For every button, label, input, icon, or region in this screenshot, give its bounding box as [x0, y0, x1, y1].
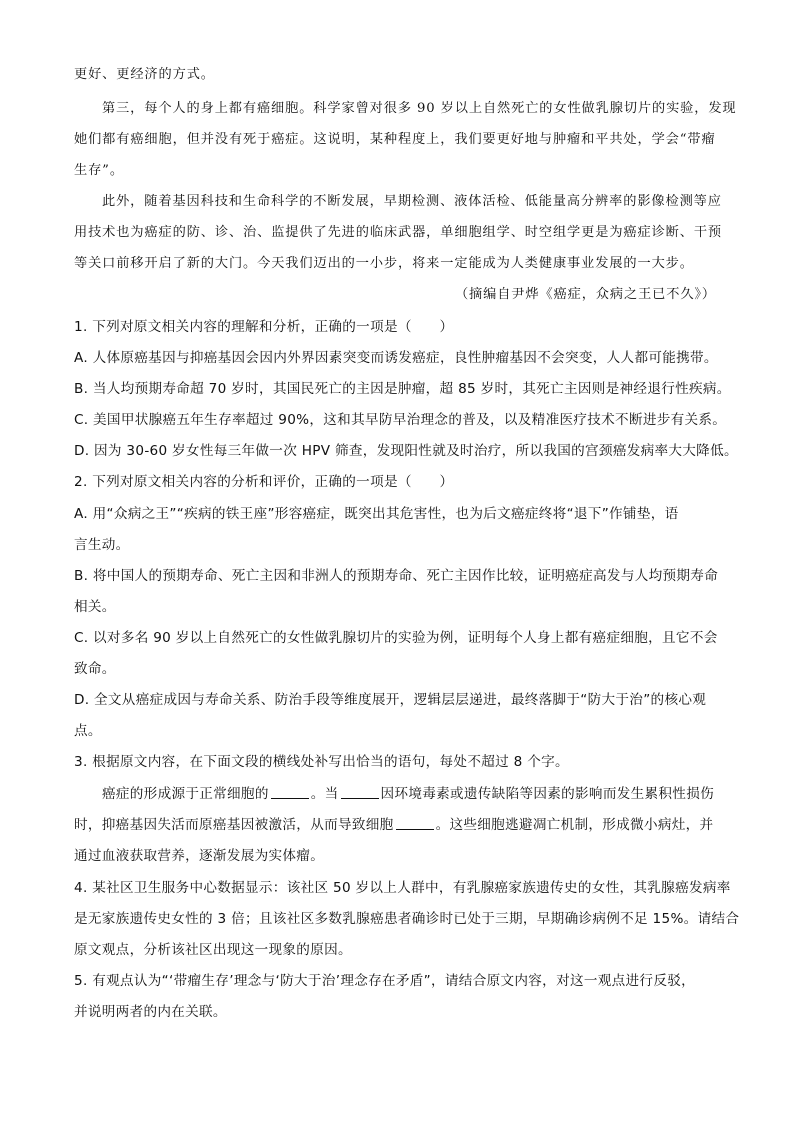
question-4-line: 4. 某社区卫生服务中心数据显示：该社区 50 岁以上人群中，有乳腺癌家族遗传史的女性，其乳腺癌发病率 [74, 880, 731, 896]
passage-line: 此外，随着基因科技和生命科学的不断发展，早期检测、液体活检、低能量高分辨率的影像检测等应 [102, 194, 722, 209]
question-4-line: 是无家族遗传史女性的 3 倍；且该社区多数乳腺癌患者确诊时已处于三期，早期确诊病例不足 15%。请结合 [74, 911, 740, 927]
passage-line: 等关口前移开启了新的大门。今天我们迈出的一小步，将来一定能成为人类健康事业发展的一大步。 [74, 256, 694, 271]
question-2-stem: 2. 下列对原文相关内容的分析和评价，正确的一项是（ ） [74, 474, 454, 490]
q3-text: 。这些细胞逃避凋亡机制，形成微小病灶，并 [435, 817, 714, 833]
passage-line: 生存”。 [74, 163, 124, 178]
fill-blank-1[interactable] [271, 786, 309, 799]
passage-line: 她们都有癌细胞，但并没有死于癌症。这说明，某种程度上，我们要更好地与肿瘤和平共处，学会“带瘤 [74, 132, 716, 147]
question-1-option-b: B. 当人均预期寿命超 70 岁时，其国民死亡的主因是肿瘤，超 85 岁时，其死亡主因则是神经退行性疾病。 [74, 381, 731, 397]
q3-text: 时，抑癌基因失活而原癌基因被激活，从而导致细胞 [74, 817, 394, 833]
question-2-option-b: B. 将中国人的预期寿命、死亡主因和非洲人的预期寿命、死亡主因作比较，证明癌症高发与人均预期寿命 [74, 568, 719, 584]
question-2-option-c: C. 以对多名 90 岁以上自然死亡的女性做乳腺切片的实验为例，证明每个人身上都有癌症细胞，且它不会 [74, 630, 718, 646]
question-1-stem: 1. 下列对原文相关内容的理解和分析，正确的一项是（ ） [74, 319, 454, 335]
question-4-line: 原文观点，分析该社区出现这一现象的原因。 [74, 942, 352, 958]
passage-line: 用技术也为癌症的防、诊、治、监提供了先进的临床武器，单细胞组学、时空组学更是为癌症诊断、干预 [74, 225, 723, 240]
question-3-passage-line [74, 816, 713, 834]
passage-line: 第三，每个人的身上都有癌细胞。科学家曾对很多 90 岁以上自然死亡的女性做乳腺切片的实验，发现 [102, 101, 737, 116]
q3-text: 癌症的形成源于正常细胞的 [102, 786, 269, 802]
question-2-option-c-cont: 致命。 [74, 661, 116, 677]
q3-text: 因环境毒素或遗传缺陷等因素的影响而发生累积性损伤 [380, 786, 714, 802]
fill-blank-3[interactable] [396, 817, 434, 830]
question-2-option-b-cont: 相关。 [74, 599, 116, 615]
question-3-passage-line [102, 785, 714, 803]
question-1-option-a: A. 人体原癌基因与抑癌基因会因内外界因素突变而诱发癌症，良性肿瘤基因不会突变，人人都可能携带。 [74, 350, 718, 366]
question-1-option-c: C. 美国甲状腺癌五年生存率超过 90%，这和其早防早治理念的普及，以及精准医疗技术不断进步有关系。 [74, 412, 727, 428]
question-3-passage-line: 通过血液获取营养，逐渐发展为实体瘤。 [74, 848, 325, 864]
question-1-option-d: D. 因为 30-60 岁女性每三年做一次 HPV 筛查，发现阳性就及时治疗，所以我国的宫颈癌发病率大大降低。 [74, 443, 738, 459]
fill-blank-2[interactable] [341, 786, 379, 799]
question-5-line: 5. 有观点认为“‘带瘤生存’理念与‘防大于治’理念存在矛盾”，请结合原文内容，对这一观点进行反驳， [74, 973, 695, 989]
passage-line: 更好、更经济的方式。 [74, 67, 215, 82]
question-2-option-a: A. 用“众病之王”“疾病的铁王座”形容癌症，既突出其危害性，也为后文癌症终将“退下”作铺垫，语 [74, 506, 679, 522]
question-2-option-d-cont: 点。 [74, 723, 102, 739]
question-3-stem: 3. 根据原文内容，在下面文段的横线处补写出恰当的语句，每处不超过 8 个字。 [74, 754, 569, 770]
question-2-option-a-cont: 言生动。 [74, 537, 130, 553]
question-5-line: 并说明两者的内在关联。 [74, 1004, 227, 1020]
question-2-option-d: D. 全文从癌症成因与寿命关系、防治手段等维度展开，逻辑层层递进，最终落脚于“防大于治”的核心观 [74, 692, 707, 708]
q3-text: 。当 [310, 786, 339, 802]
source-citation: （摘编自尹烨《癌症，众病之王已不久》） [454, 287, 716, 302]
